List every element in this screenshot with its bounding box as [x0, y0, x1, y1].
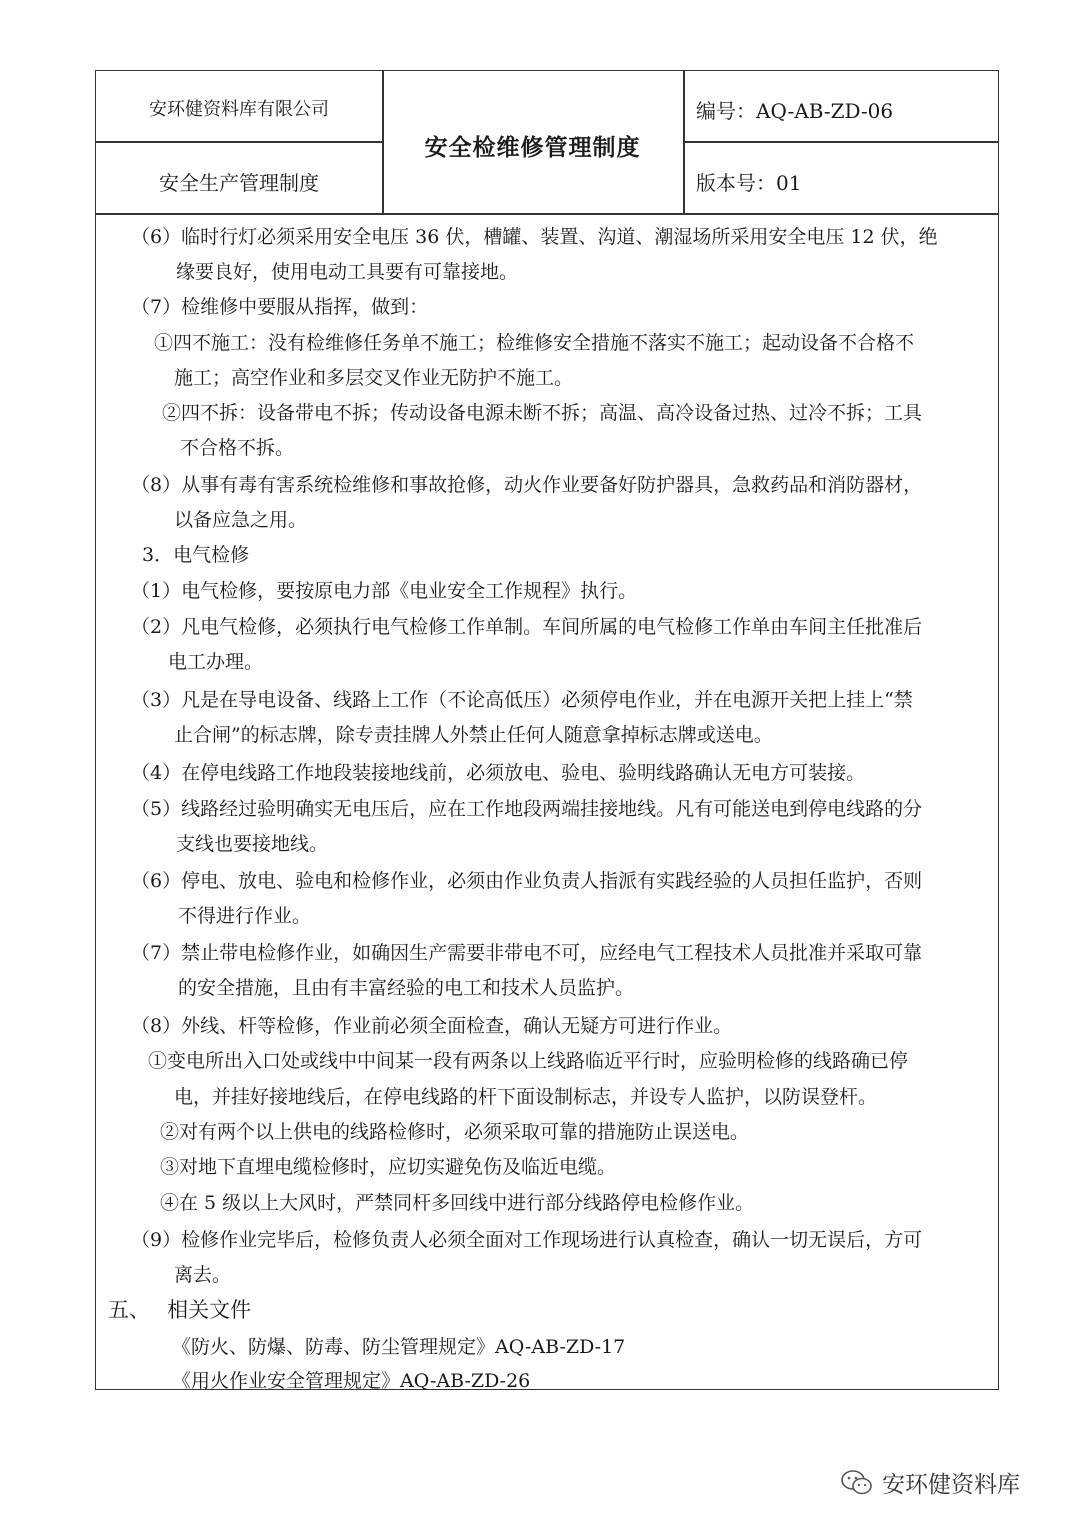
document-version: 版本号：01 — [696, 171, 802, 195]
body-line: 支线也要接地线。 — [176, 833, 329, 855]
body-line: 不得进行作业。 — [178, 905, 312, 927]
body-line: （3）凡是在导电设备、线路上工作（不论高低压）必须停电作业，并在电源开关把上挂上“禁 — [131, 689, 913, 711]
header-divider-left-row — [96, 141, 382, 143]
section-heading: 五、 相关文件 — [108, 1298, 252, 1322]
body-line: 离去。 — [174, 1264, 232, 1286]
body-line: （2）凡电气检修，必须执行电气检修工作单制。车间所属的电气检修工作单由车间主任批准后 — [131, 616, 923, 638]
body-line: （8）从事有毒有害系统检维修和事故抢修，动火作业要备好防护器具，急救药品和消防器材， — [131, 474, 923, 496]
body-line: ①四不施工：没有检维修任务单不施工；检维修安全措施不落实不施工；起动设备不合格不 — [154, 332, 915, 354]
body-line: （4）在停电线路工作地段装接地线前，必须放电、验电、验明线路确认无电方可装接。 — [131, 762, 866, 784]
body-line: （6）停电、放电、验电和检修作业，必须由作业负责人指派有实践经验的人员担任监护，否则 — [131, 870, 923, 892]
body-line: 施工；高空作业和多层交叉作业无防护不施工。 — [174, 367, 574, 389]
company-name: 安环健资料库有限公司 — [149, 99, 329, 120]
header-bottom-border — [96, 213, 999, 215]
body-line: ②四不拆：设备带电不拆；传动设备电源未断不拆；高温、高冷设备过热、过冷不拆；工具 — [162, 402, 923, 424]
section-heading: 3．电气检修 — [142, 544, 250, 566]
body-line: 电工办理。 — [168, 651, 264, 673]
body-line: （7）检维修中要服从指挥，做到： — [131, 296, 429, 318]
body-line: 止合闸”的标志牌，除专责挂牌人外禁止任何人随意拿掉标志牌或送电。 — [174, 724, 773, 746]
related-doc-link[interactable]: 《防火、防爆、防毒、防尘管理规定》AQ-AB-ZD-17 — [172, 1336, 626, 1358]
body-line: （9）检修作业完毕后，检修负责人必须全面对工作现场进行认真检查，确认一切无误后，方可 — [131, 1229, 923, 1251]
body-line: （7）禁止带电检修作业，如确因生产需要非带电不可，应经电气工程技术人员批准并采取可靠 — [131, 942, 923, 964]
body-line: ④在 5 级以上大风时，严禁同杆多回线中进行部分线路停电检修作业。 — [160, 1192, 755, 1214]
body-line: （5）线路经过验明确实无电压后，应在工作地段两端挂接地线。凡有可能送电到停电线路的分 — [131, 798, 923, 820]
header-divider-right-row — [683, 141, 999, 143]
body-line: ③对地下直埋电缆检修时，应切实避免伤及临近电缆。 — [160, 1156, 617, 1178]
body-line: （1）电气检修，要按原电力部《电业安全工作规程》执行。 — [131, 580, 638, 602]
related-doc-link[interactable]: 《用火作业安全管理规定》AQ-AB-ZD-26 — [172, 1370, 531, 1392]
wechat-watermark — [840, 1466, 1020, 1499]
body-line: ①变电所出入口处或线中中间某一段有两条以上线路临近平行时，应验明检修的线路确已停 — [148, 1050, 909, 1072]
document-category: 安全生产管理制度 — [159, 171, 319, 195]
document-frame — [95, 70, 999, 1390]
watermark-brand: 安环健资料库 — [882, 1472, 1020, 1498]
body-line: （6）临时行灯必须采用安全电压 36 伏，槽罐、装置、沟道、潮湿场所采用安全电压 12 伏，绝 — [131, 226, 938, 248]
body-line: 以备应急之用。 — [174, 509, 308, 531]
document-code: 编号：AQ-AB-ZD-06 — [696, 99, 894, 123]
body-line: （8）外线、杆等检修，作业前必须全面检查，确认无疑方可进行作业。 — [131, 1015, 733, 1037]
body-line: 不合格不拆。 — [180, 437, 295, 459]
body-line: 电，并挂好接地线后，在停电线路的杆下面设制标志，并设专人监护，以防误登杆。 — [174, 1086, 878, 1108]
body-line: 缘要良好，使用电动工具要有可靠接地。 — [176, 261, 519, 283]
body-line: 的安全措施，且由有丰富经验的电工和技术人员监护。 — [178, 977, 635, 999]
document-title: 安全检维修管理制度 — [424, 134, 641, 161]
body-line: ②对有两个以上供电的线路检修时，必须采取可靠的措施防止误送电。 — [160, 1121, 750, 1143]
wechat-icon — [840, 1469, 874, 1497]
